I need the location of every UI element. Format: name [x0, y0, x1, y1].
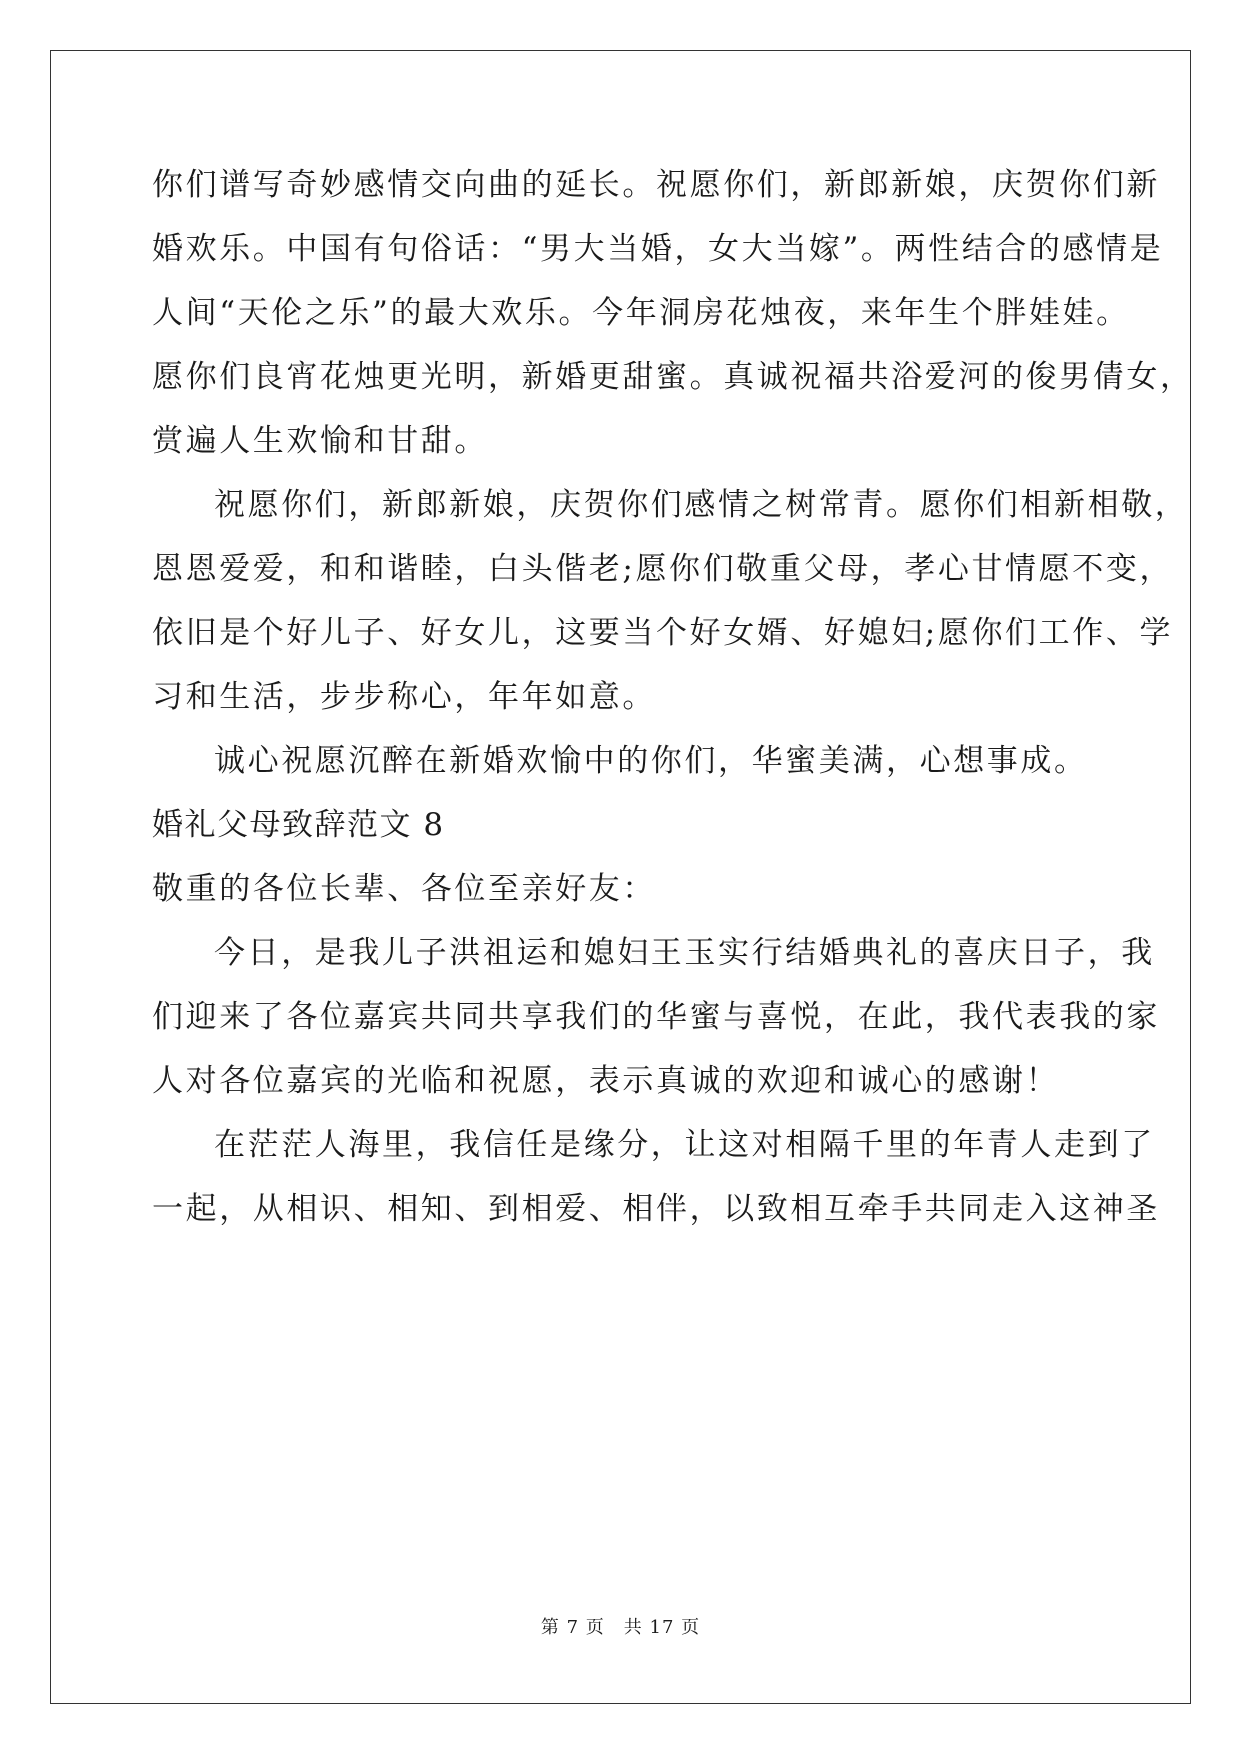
body-text-line: 恩恩爱爱，和和谐睦，白头偕老;愿你们敬重父母，孝心甘情愿不变， — [152, 551, 1174, 587]
body-text-line: 你们谱写奇妙感情交向曲的延长。祝愿你们，新郎新娘，庆贺你们新 — [152, 167, 1160, 203]
body-text-line: 一起，从相识、相知、到相爱、相伴，以致相互牵手共同走入这神圣 — [152, 1191, 1160, 1227]
page-number-footer: 第 7 页 共 17 页 — [540, 1617, 701, 1638]
body-text-line: 人间“天伦之乐”的最大欢乐。今年洞房花烛夜，来年生个胖娃娃。 — [152, 295, 1130, 331]
body-text-line: 们迎来了各位嘉宾共同共享我们的华蜜与喜悦，在此，我代表我的家 — [152, 999, 1160, 1035]
body-text-line: 愿你们良宵花烛更光明，新婚更甜蜜。真诚祝福共浴爱河的俊男倩女， — [152, 359, 1194, 395]
body-text-line: 赏遍人生欢愉和甘甜。 — [152, 423, 488, 459]
paragraph-first-line: 今日，是我儿子洪祖运和媳妇王玉实行结婚典礼的喜庆日子，我 — [214, 935, 1155, 971]
body-text-line: 习和生活，步步称心，年年如意。 — [152, 679, 656, 715]
body-text-line: 依旧是个好儿子、好女儿，这要当个好女婿、好媳妇;愿你们工作、学 — [152, 615, 1174, 651]
section-heading: 婚礼父母致辞范文 8 — [152, 807, 445, 843]
paragraph-first-line: 在茫茫人海里，我信任是缘分，让这对相隔千里的年青人走到了 — [214, 1127, 1155, 1163]
body-text-line: 人对各位嘉宾的光临和祝愿，表示真诚的欢迎和诚心的感谢！ — [152, 1063, 1060, 1099]
body-text-line: 婚欢乐。中国有句俗话：“男大当婚，女大当嫁”。两性结合的感情是 — [152, 231, 1164, 267]
salutation-line: 敬重的各位长辈、各位至亲好友： — [152, 871, 656, 907]
paragraph-first-line: 祝愿你们，新郎新娘，庆贺你们感情之树常青。愿你们相新相敬， — [214, 487, 1189, 523]
paragraph-first-line: 诚心祝愿沉醉在新婚欢愉中的你们，华蜜美满，心想事成。 — [214, 743, 1088, 779]
